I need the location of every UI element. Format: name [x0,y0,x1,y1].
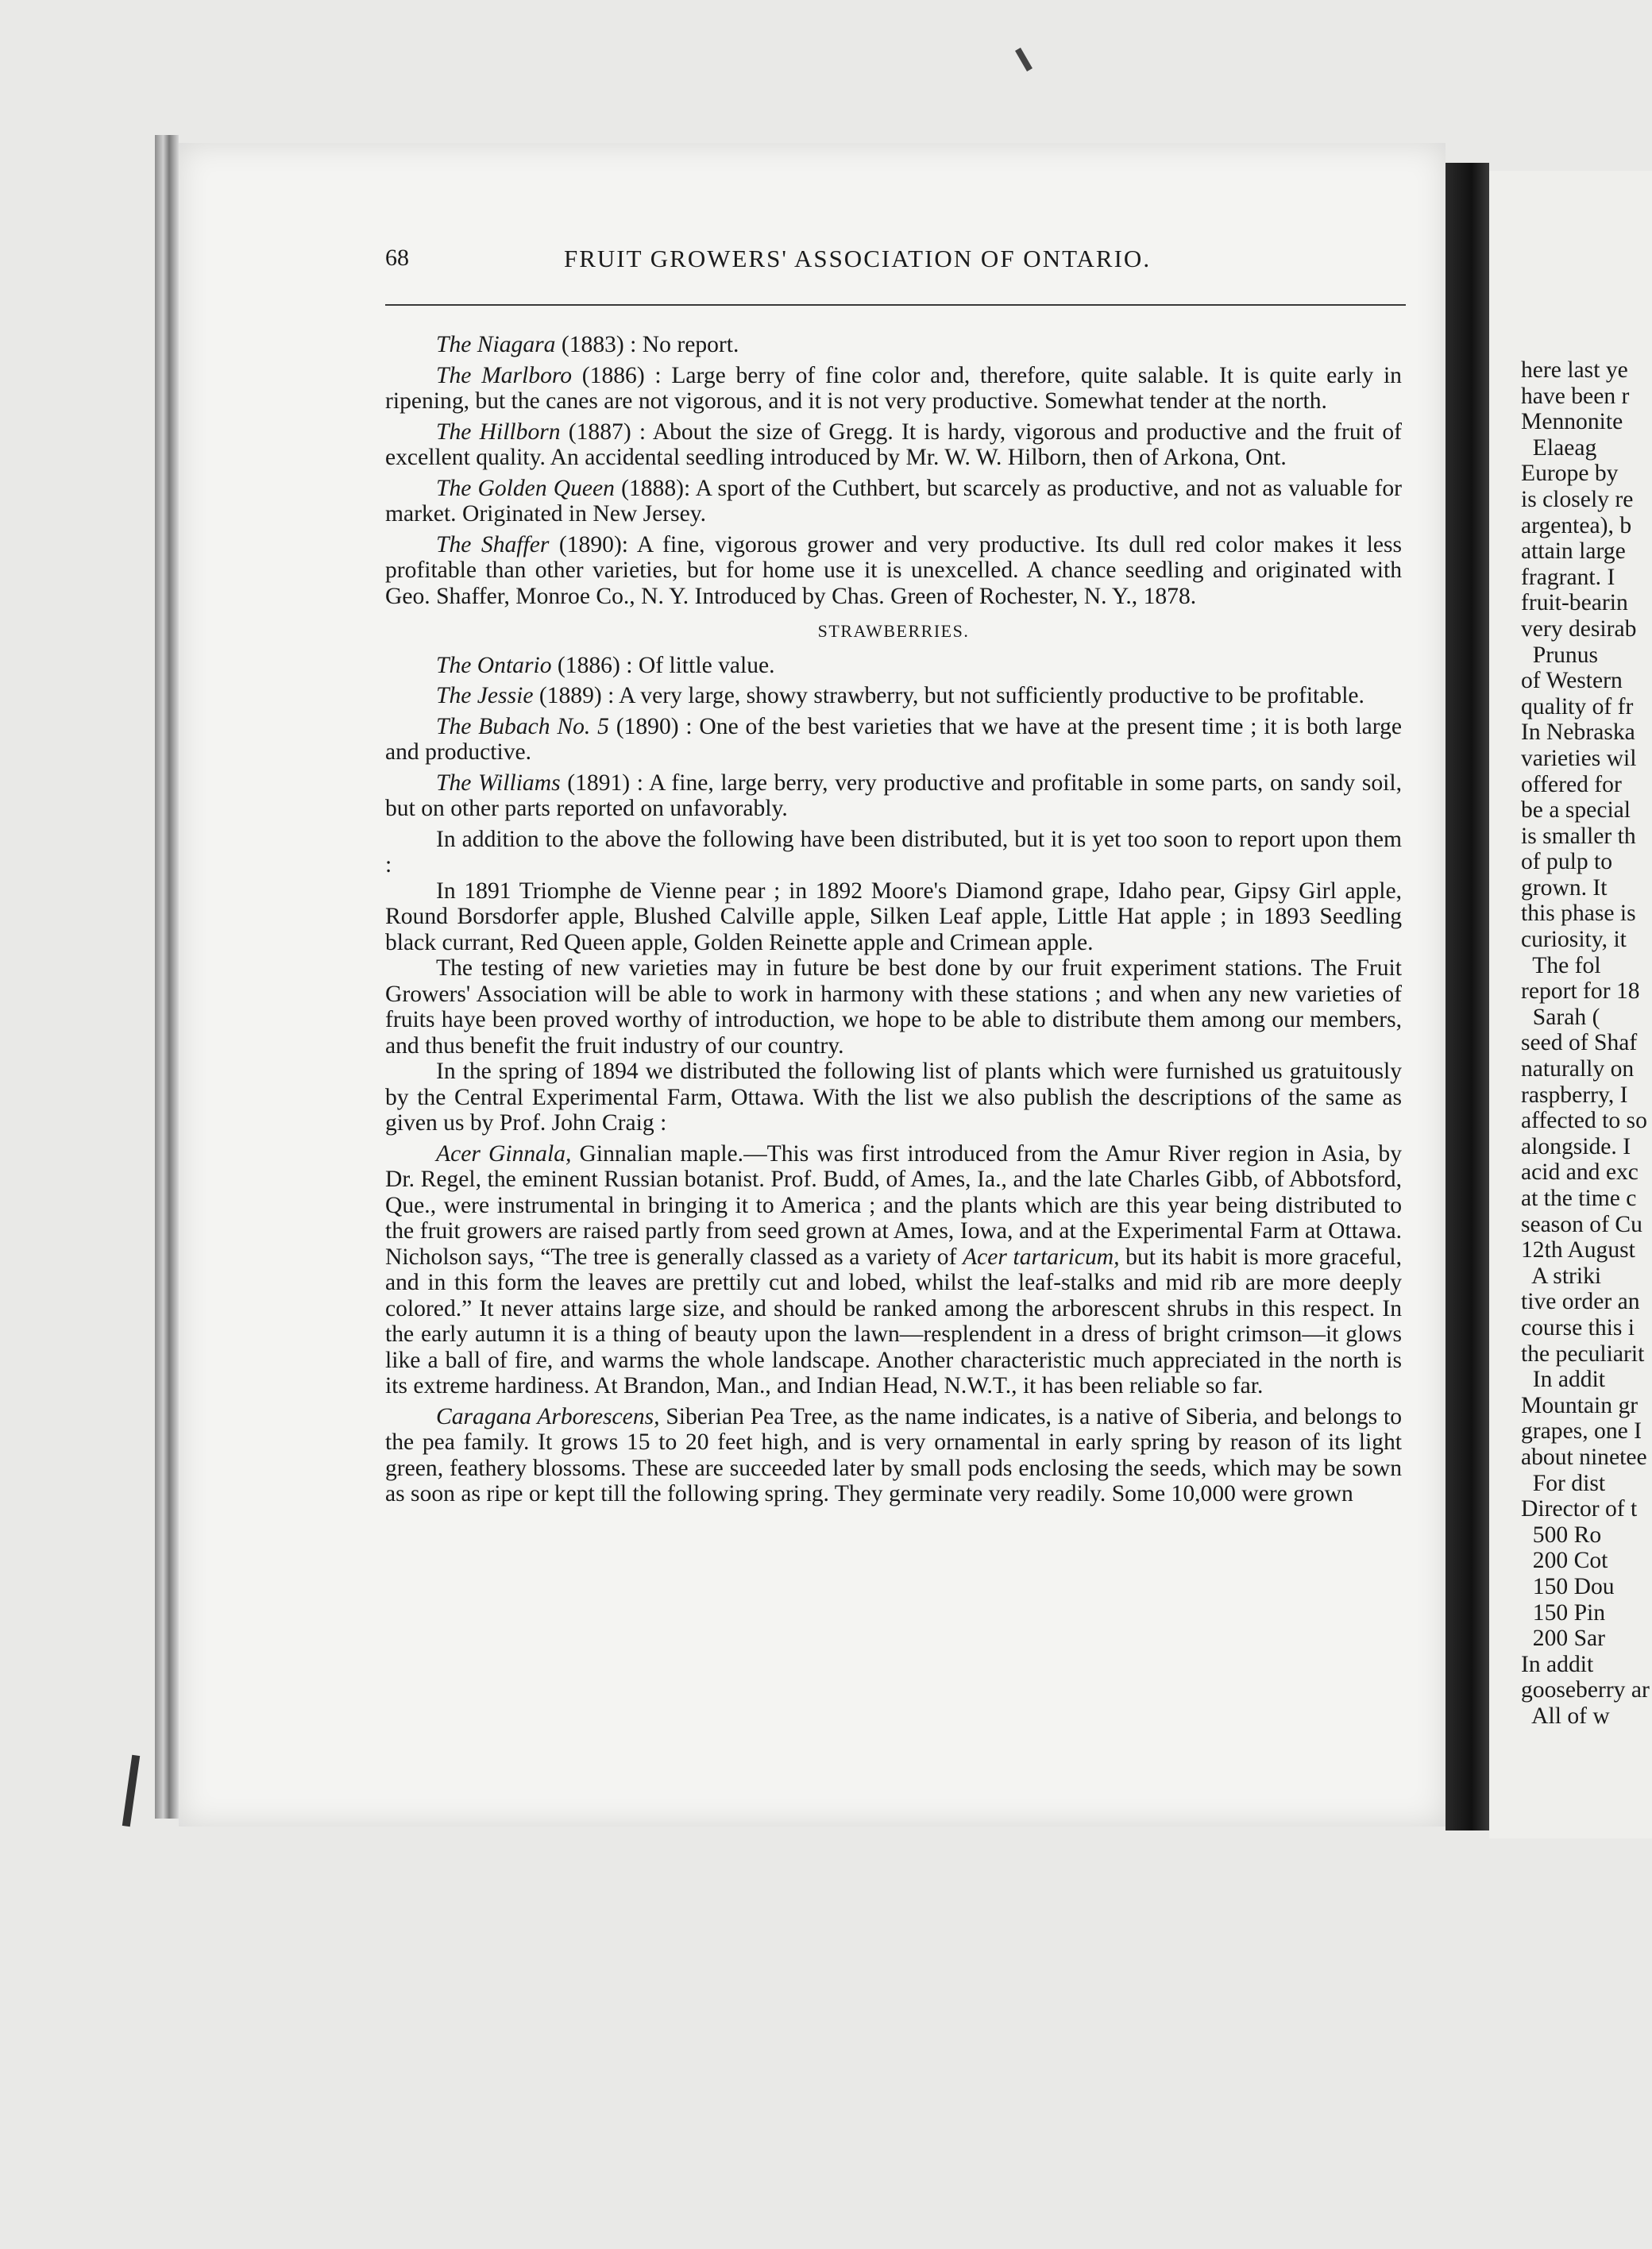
facing-page-line: Director of t [1521,1496,1638,1522]
facing-page-line: report for 18 [1521,978,1640,1005]
facing-page-line: course this i [1521,1314,1635,1341]
facing-page-line: fruit-bearin [1521,590,1628,616]
facing-page-line: 150 Dou [1521,1573,1615,1599]
facing-page-line: this phase is [1521,901,1636,927]
facing-page-line: season of Cu [1521,1211,1642,1237]
facing-page-line: about ninetee [1521,1444,1647,1470]
variety-text: (1887) : About the size of Gregg. It is hardy, vigorous and productive and the fruit of excellent quality. An accidental seedling introduced by Mr. W. W. Hilborn, then of Arkona, Ont. [385,419,1402,470]
facing-page-line: at the time c [1521,1186,1637,1211]
species-text: Siberian Pea Tree, as the name indicates, is a native of Siberia, and belongs to the pea family. It grows 15 to 20 feet high, and is very ornamental in early spring by reason of its light green, feathery blossoms. These are succeeded later by small pods enclosing the seeds, which may be sown as soon as ripe or kept till the following spring. They germinate very readily. Some 10,000 were grown [385,1403,1402,1506]
species-name-inline: Acer tartaricum, [963,1244,1120,1270]
paragraph-jessie [385,683,1402,709]
facing-page-line: 200 Cot [1521,1548,1608,1574]
variety-text: (1890): A fine, vigorous grower and very productive. Its dull red color makes it less profitable than other varieties, but for home use it is unexcelled. A chance seedling and originated with Geo. Shaffer, Monroe Co., N. Y. Introduced by Chas. Green of Rochester, N. Y., 1878. [385,531,1402,609]
paragraph-golden-queen [385,476,1402,527]
facing-page-line: of pulp to [1521,849,1613,875]
facing-page-line: All of w [1521,1703,1610,1729]
scan-artifact [1015,48,1032,71]
paragraph-caragana [385,1404,1402,1507]
facing-page-line: The fol [1521,952,1601,978]
facing-page-line: here last ye [1521,357,1628,383]
facing-page-line: In Nebraska [1521,719,1635,746]
facing-page-line: In addit [1521,1651,1594,1677]
facing-page-line: the peculiarit [1521,1341,1645,1367]
variety-name: The Golden Queen [436,475,615,501]
book-edge [155,135,179,1819]
section-heading-strawberries: STRAWBERRIES. [817,621,970,641]
facing-page-line: of Western [1521,668,1623,694]
facing-page-line: tive order an [1521,1289,1640,1315]
facing-page-line: 200 Sar [1521,1626,1606,1652]
facing-page-line: 12th August [1521,1237,1635,1263]
species-text: but its habit is more graceful, and in this form the leaves are prettily cut and lobed, whilst the leaf-stalks and mid rib are more deeply colored.” It never attains large size, and should be ranked among the arborescent shrubs in this respect. In the early autumn it is a thing of beauty upon the lawn—resplendent in a dress of bright crimson—it glows like a ball of fire, and warms the whole landscape. Another characteristic much appreciated in the north is its extreme hardiness. At Brandon, Man., and Indian Head, N.W.T., it has been reliable so far. [385,1244,1402,1398]
facing-page-line: acid and exc [1521,1159,1638,1186]
variety-text: (1883) : No report. [555,332,739,357]
species-text: Ginnalian maple.—This was first introduced from the Amur River region in Asia, by Dr. Regel, the eminent Russian botanist. Prof. Budd, of Ames, Ia., and the late Charles Gibb, of Abbotsford, Que., were instrumental in bringing it to America ; and the plants which are this year being distributed to the fruit growers are raised partly from seed grown at Ames, Iowa, and at the Experimental Farm at Ottawa. Nicholson says, “The tree is generally classed as a variety of [385,1140,1402,1270]
header-rule [385,304,1406,306]
facing-page-line: In addit [1521,1367,1606,1393]
facing-page-line: curiosity, it [1521,927,1627,953]
facing-page-line: naturally on [1521,1056,1635,1082]
facing-page-line: is closely re [1521,486,1634,512]
variety-text: (1886) : Of little value. [551,652,775,678]
facing-page-line: be a special [1521,797,1631,824]
paragraph-acer-ginnala [385,1141,1402,1399]
page-body [385,332,1402,1512]
facing-page-line: 500 Ro [1521,1522,1602,1548]
page-header [385,245,1402,276]
paragraph-hillborn [385,419,1402,471]
paragraph-bubach [385,714,1402,766]
variety-text: (1891) : A fine, large berry, very productive and profitable in some parts, on sandy soil, but on other parts reported on unfavorably. [385,770,1402,821]
facing-page-line: For dist [1521,1470,1606,1496]
species-name: Caragana Arborescens, [436,1403,660,1429]
facing-page-line: Prunus [1521,642,1599,668]
facing-page-line: Sarah ( [1521,1004,1600,1030]
paragraph-shaffer [385,532,1402,610]
variety-name: The Shaffer [436,531,550,557]
variety-name: The Williams [436,770,561,796]
facing-page-line: very desirab [1521,615,1637,642]
variety-name: The Ontario [436,652,552,678]
variety-text: (1888): A sport of the Cuthbert, but scarcely as productive, and not as valuable for market. Originated in New Jersey. [385,475,1403,527]
paragraph-spring-1894: In the spring of 1894 we distributed the following list of plants which were furnished us gratuitously by the Central Experimental Farm, Ottawa. With the list we also publish the descriptions of the same as given us by Prof. John Craig : [385,1059,1402,1136]
facing-page-line: Mountain gr [1521,1392,1638,1418]
facing-page-line: offered for [1521,771,1622,797]
facing-page-line: affected to so [1521,1108,1647,1134]
variety-name: The Hillborn [436,419,561,445]
scan-artifact [122,1755,140,1827]
variety-text: (1886) : Large berry of fine color and, therefore, quite salable. It is quite early in ripening, but the canes are not vigorous, and it is not very productive. Somewhat tender at the north. [385,362,1402,414]
variety-name: The Jessie [436,683,534,708]
running-head: FRUIT GROWERS' ASSOCIATION OF ONTARIO. [564,245,1152,272]
paragraph-distribution-intro: In addition to the above the following have been distributed, but it is yet too soon to report upon them : [385,826,1402,878]
variety-name: The Bubach No. 5 [436,713,609,739]
facing-page-line: raspberry, I [1521,1082,1628,1108]
paragraph-niagara [385,332,1402,358]
variety-name: The Marlboro [436,362,573,388]
facing-page-line: Elaeag [1521,434,1597,461]
facing-page-line: attain large [1521,538,1626,565]
species-name: Acer Ginnala, [436,1140,572,1167]
facing-page-line: gooseberry ar [1521,1677,1650,1703]
paragraph-testing: The testing of new varieties may in future be best done by our fruit experiment stations. The Fruit Growers' Association will be able to work in harmony with these stations ; and when any new varieties of fruits haye been proved worthy of introduction, we hope to be able to distribute them among our members, and thus benefit the fruit industry of our country. [385,955,1402,1059]
variety-text: (1889) : A very large, showy strawberry, but not sufficiently productive to be profitable. [533,683,1364,708]
facing-page-line: is smaller th [1521,823,1636,849]
facing-page-line: A striki [1521,1263,1602,1289]
facing-page-line: fragrant. I [1521,564,1615,590]
facing-page-line: 150 Pin [1521,1599,1606,1626]
facing-page-line: alongside. I [1521,1133,1631,1159]
facing-page-line: quality of fr [1521,693,1634,719]
paragraph-williams [385,770,1402,822]
paragraph-distribution-list: In 1891 Triomphe de Vienne pear ; in 1892 Moore's Diamond grape, Idaho pear, Gipsy Girl apple, Round Borsdorfer apple, Blushed Calville apple, Silken Leaf apple, Little Hat apple ; in 1893 Seedling black currant, Red Queen apple, Golden Reinette apple and Crimean apple. [385,878,1402,955]
facing-page-line: varieties wil [1521,745,1637,771]
page-number: 68 [385,245,409,271]
facing-page-line: grapes, one I [1521,1418,1642,1445]
facing-page-line: have been r [1521,383,1630,409]
book-gutter [1446,163,1489,1830]
facing-page-line: Mennonite [1521,409,1623,435]
facing-page-line: seed of Shaf [1521,1030,1638,1056]
facing-page-fragment [1489,171,1652,1838]
paragraph-ontario [385,653,1402,679]
facing-page-line: grown. It [1521,874,1608,901]
variety-name: The Niagara [436,332,556,357]
paragraph-marlboro [385,363,1402,415]
variety-text: (1890) : One of the best varieties that we have at the present time ; it is both large and productive. [385,713,1403,765]
facing-page-line: Europe by [1521,461,1619,487]
facing-page-line: argentea), b [1521,512,1632,538]
